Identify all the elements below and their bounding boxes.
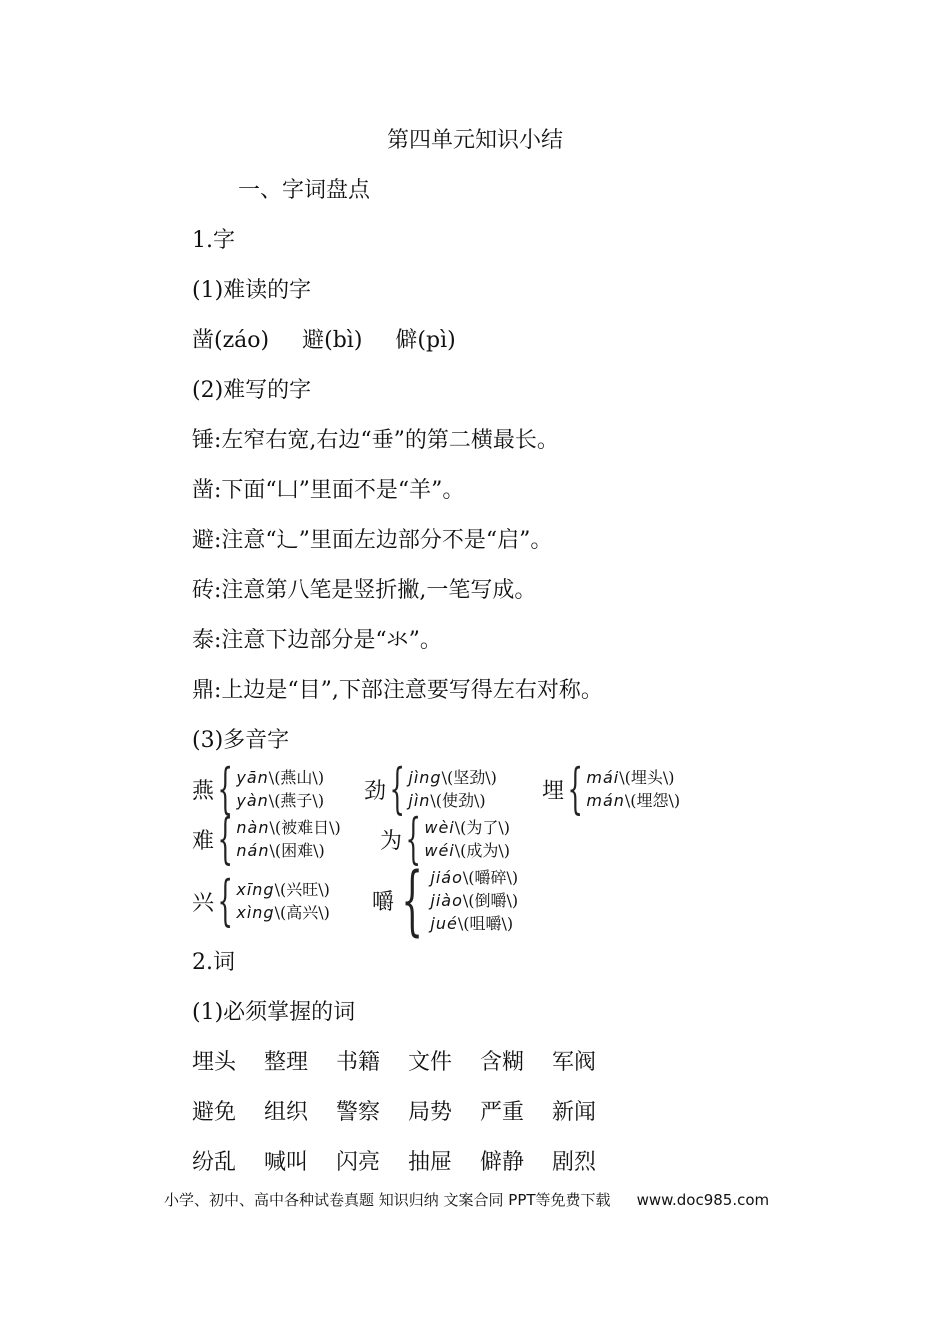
example-word: \(嚼碎\) bbox=[462, 867, 519, 887]
left-brace-icon: { bbox=[217, 869, 233, 932]
sub-heading-polyphones: (3)多音字 bbox=[192, 728, 290, 753]
page-footer bbox=[164, 1190, 769, 1210]
pinyin: nán bbox=[236, 841, 270, 860]
polyphone-option bbox=[586, 766, 680, 789]
polyphone-char: 为 bbox=[380, 828, 403, 854]
word: 埋头 bbox=[192, 1050, 237, 1075]
section-heading: 一、字词盘点 bbox=[238, 178, 371, 203]
polyphone-char: 燕 bbox=[192, 778, 215, 804]
reading-item: 凿(záo) bbox=[192, 328, 270, 353]
pinyin: jiáo bbox=[430, 867, 463, 887]
polyphone-option bbox=[430, 912, 518, 935]
word: 喊叫 bbox=[264, 1150, 309, 1175]
sub-heading-must-master: (1)必须掌握的词 bbox=[192, 1000, 356, 1025]
pinyin: yān bbox=[236, 768, 269, 787]
sub-heading-hard-to-write: (2)难写的字 bbox=[192, 378, 312, 403]
pinyin: nàn bbox=[236, 818, 270, 837]
polyphone-char: 难 bbox=[192, 828, 215, 854]
word-row bbox=[192, 1048, 624, 1078]
sub-heading-words: 2.词 bbox=[192, 950, 235, 975]
example-word: \(高兴\) bbox=[274, 903, 330, 922]
reading-item: 僻(pì) bbox=[395, 328, 456, 353]
polyphone-group bbox=[192, 869, 330, 932]
polyphone-group bbox=[372, 855, 519, 944]
word: 剧烈 bbox=[552, 1150, 597, 1175]
polyphone-option bbox=[236, 816, 340, 839]
example-word: \(埋怨\) bbox=[624, 791, 681, 810]
example-word: \(为了\) bbox=[454, 818, 511, 837]
word: 抽屉 bbox=[408, 1150, 453, 1175]
word: 闪亮 bbox=[336, 1150, 381, 1175]
example-word: \(埋头\) bbox=[619, 768, 675, 787]
polyphone-option bbox=[586, 789, 680, 812]
example-word: \(燕子\) bbox=[268, 791, 325, 810]
polyphone-group bbox=[364, 757, 497, 820]
pinyin: xīng bbox=[236, 880, 275, 899]
word: 组织 bbox=[264, 1100, 309, 1125]
polyphone-group bbox=[192, 807, 341, 870]
polyphone-char: 埋 bbox=[542, 778, 565, 804]
word: 纷乱 bbox=[192, 1150, 237, 1175]
writing-note: 砖:注意第八笔是竖折撇,一笔写成。 bbox=[192, 578, 537, 603]
polyphone-option bbox=[408, 766, 496, 789]
example-word: \(燕山\) bbox=[268, 768, 325, 787]
word: 军阀 bbox=[552, 1050, 597, 1075]
pinyin: mán bbox=[586, 791, 625, 810]
writing-note: 泰:注意下边部分是“氺”。 bbox=[192, 628, 442, 653]
footer-url[interactable]: www.doc985.com bbox=[636, 1191, 770, 1209]
word-row bbox=[192, 1148, 624, 1178]
example-word: \(倒嚼\) bbox=[462, 890, 519, 910]
writing-note: 锤:左窄右宽,右边“垂”的第二横最长。 bbox=[192, 428, 559, 453]
writing-note: 凿:下面“凵”里面不是“羊”。 bbox=[192, 478, 465, 503]
hard-to-read-list bbox=[192, 326, 482, 356]
word: 避免 bbox=[192, 1100, 237, 1125]
example-word: \(兴旺\) bbox=[274, 880, 330, 899]
polyphone-group bbox=[380, 807, 511, 870]
polyphone-char: 嚼 bbox=[372, 889, 395, 915]
polyphone-option bbox=[236, 901, 330, 924]
example-word: \(被难日\) bbox=[269, 818, 341, 837]
sub-heading-hard-to-read: (1)难读的字 bbox=[192, 278, 312, 303]
polyphone-group bbox=[542, 757, 681, 820]
polyphone-option bbox=[424, 839, 510, 862]
writing-note: 避:注意“辶”里面左边部分不是“启”。 bbox=[192, 528, 553, 553]
pinyin: yàn bbox=[236, 791, 269, 810]
polyphone-option bbox=[430, 889, 518, 912]
polyphone-option bbox=[236, 789, 324, 812]
pinyin: jìn bbox=[408, 791, 431, 810]
footer-text: 小学、初中、高中各种试卷真题 知识归纳 文案合同 PPT等免费下载 bbox=[164, 1191, 611, 1209]
left-brace-icon: { bbox=[401, 855, 424, 944]
left-brace-icon: { bbox=[217, 807, 233, 870]
left-brace-icon: { bbox=[389, 757, 405, 820]
pinyin: xìng bbox=[236, 903, 275, 922]
pinyin: mái bbox=[586, 768, 620, 787]
sub-heading-characters: 1.字 bbox=[192, 228, 235, 253]
polyphone-option bbox=[430, 866, 518, 889]
word-row bbox=[192, 1098, 624, 1128]
polyphone-option bbox=[424, 816, 510, 839]
polyphone-group bbox=[192, 757, 325, 820]
pinyin: jiào bbox=[430, 890, 463, 910]
polyphone-option bbox=[236, 766, 324, 789]
left-brace-icon: { bbox=[217, 757, 233, 820]
example-word: \(成为\) bbox=[454, 841, 511, 860]
left-brace-icon: { bbox=[567, 757, 583, 820]
example-word: \(坚劲\) bbox=[441, 768, 497, 787]
word: 警察 bbox=[336, 1100, 381, 1125]
example-word: \(使劲\) bbox=[430, 791, 486, 810]
pinyin: wéi bbox=[424, 841, 455, 860]
left-brace-icon: { bbox=[405, 807, 421, 870]
pinyin: jìng bbox=[408, 768, 442, 787]
pinyin: wèi bbox=[424, 818, 455, 837]
reading-item: 避(bì) bbox=[302, 328, 363, 353]
word: 局势 bbox=[408, 1100, 453, 1125]
polyphone-option bbox=[236, 878, 330, 901]
word: 含糊 bbox=[480, 1050, 525, 1075]
writing-note: 鼎:上边是“目”,下部注意要写得左右对称。 bbox=[192, 678, 603, 703]
polyphone-option bbox=[408, 789, 496, 812]
polyphone-char: 兴 bbox=[192, 890, 215, 916]
word: 整理 bbox=[264, 1050, 309, 1075]
example-word: \(困难\) bbox=[269, 841, 325, 860]
polyphone-option bbox=[236, 839, 340, 862]
page-title: 第四单元知识小结 bbox=[386, 128, 563, 153]
polyphone-char: 劲 bbox=[364, 778, 387, 804]
pinyin: jué bbox=[430, 913, 458, 933]
word: 僻静 bbox=[480, 1150, 525, 1175]
word: 文件 bbox=[408, 1050, 453, 1075]
example-word: \(咀嚼\) bbox=[457, 913, 514, 933]
word: 严重 bbox=[480, 1100, 525, 1125]
word: 新闻 bbox=[552, 1100, 597, 1125]
word: 书籍 bbox=[336, 1050, 381, 1075]
